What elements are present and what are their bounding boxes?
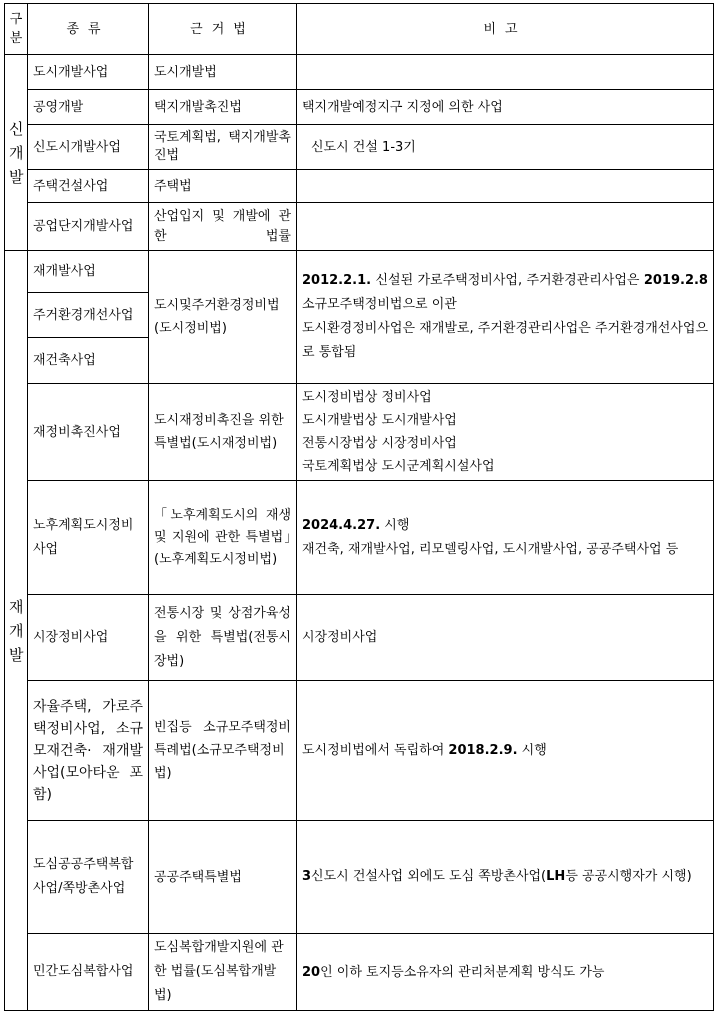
kind-cell: 주거환경개선사업	[28, 293, 149, 338]
note-number: 20	[302, 964, 321, 980]
note-date: 2018.2.9.	[448, 743, 518, 758]
table-row	[5, 251, 714, 293]
table-row	[5, 203, 714, 251]
note-text: 인 이하 토지등소유자의 관리처분계획 방식도 가능	[320, 964, 605, 980]
table-row	[5, 595, 714, 681]
law-cell: 공공주택특별법	[149, 821, 297, 934]
header-kind: 종류	[28, 4, 149, 55]
note-text: 신설된 가로주택정비사업, 주거환경관리사업은	[375, 273, 640, 288]
header-note: 비고	[297, 4, 714, 55]
note-line: 도시개발법상 도시개발사업	[302, 413, 457, 428]
law-cell: 전통시장 및 상점가육성을 위한 특별법(전통시장법)	[149, 595, 297, 681]
law-cell: 주택법	[149, 170, 297, 203]
table-row	[5, 681, 714, 821]
note-text: 시행	[384, 517, 410, 533]
note-text: 재건축, 재개발사업, 리모델링사업, 도시개발사업, 공공주택사업 등	[302, 541, 679, 557]
note-text: 신도시 건설사업 외에도 도심 쪽방촌사업(	[311, 869, 547, 884]
note-number: 3	[302, 869, 312, 884]
note-cell: 신도시 건설 1-3기	[297, 125, 714, 170]
note-cell	[297, 821, 714, 934]
kind-cell: 도심공공주택복합사업/쪽방촌사업	[28, 821, 149, 934]
note-text: 등 공공시행자가 시행)	[565, 869, 692, 884]
law-cell: 도시재정비촉진을 위한 특별법(도시재정비법)	[149, 384, 297, 481]
law-cell: 「노후계획도시의 재생 및 지원에 관한 특별법」(노후계획도시정비법)	[149, 481, 297, 595]
group-redevelopment	[5, 251, 28, 1011]
kind-cell: 민간도심복합사업	[28, 934, 149, 1011]
table-row	[5, 821, 714, 934]
note-date: 2024.4.27.	[302, 517, 381, 533]
note-date: 2012.2.1.	[302, 273, 372, 288]
kind-cell: 재건축사업	[28, 338, 149, 384]
law-cell: 택지개발촉진법	[149, 90, 297, 125]
note-cell	[297, 481, 714, 595]
note-text: 시행	[521, 743, 547, 758]
note-text: 도시정비법에서 독립하여	[302, 743, 445, 758]
note-cell	[297, 203, 714, 251]
group-new-development	[5, 55, 28, 251]
note-line: 전통시장법상 시장정비사업	[302, 436, 457, 451]
kind-cell: 시장정비사업	[28, 595, 149, 681]
kind-cell: 주택건설사업	[28, 170, 149, 203]
kind-cell: 노후계획도시정비사업	[28, 481, 149, 595]
table-row	[5, 90, 714, 125]
header-law: 근거법	[149, 4, 297, 55]
law-cell: 빈집등 소규모주택정비특례법(소규모주택정비법)	[149, 681, 297, 821]
law-cell: 도시및주거환경정비법(도시정비법)	[149, 251, 297, 384]
note-date: 2019.2.8	[643, 273, 708, 288]
group-label: 재개발	[9, 597, 24, 664]
note-text: 소규모주택정비법으로 이관	[302, 297, 457, 312]
law-cell: 도심복합개발지원에 관한 법률(도심복합개발법)	[149, 934, 297, 1011]
kind-cell: 도시개발사업	[28, 55, 149, 90]
note-cell	[297, 251, 714, 384]
note-cell	[297, 384, 714, 481]
table-row	[5, 125, 714, 170]
header-row	[5, 4, 714, 55]
note-cell: 택지개발예정지구 지정에 의한 사업	[297, 90, 714, 125]
note-cell	[297, 934, 714, 1011]
table-row	[5, 55, 714, 90]
kind-cell: 신도시개발사업	[28, 125, 149, 170]
kind-cell: 자율주택, 가로주택정비사업, 소규모재건축· 재개발사업(모아타운 포함)	[28, 681, 149, 821]
note-line: 도시정비법상 정비사업	[302, 390, 432, 405]
classification-table	[4, 3, 714, 1011]
kind-cell: 재정비촉진사업	[28, 384, 149, 481]
note-cell	[297, 55, 714, 90]
table-row	[5, 384, 714, 481]
note-line: 국토계획법상 도시군계획시설사업	[302, 459, 495, 474]
kind-cell: 공영개발	[28, 90, 149, 125]
kind-cell: 재개발사업	[28, 251, 149, 293]
law-cell: 국토계획법, 택지개발촉진법	[149, 125, 297, 170]
group-label: 신개발	[9, 119, 24, 186]
table-row	[5, 934, 714, 1011]
kind-cell: 공업단지개발사업	[28, 203, 149, 251]
note-cell: 시장정비사업	[297, 595, 714, 681]
header-category: 구분	[5, 4, 28, 55]
note-text: 도시환경정비사업은 재개발로, 주거환경관리사업은 주거환경개선사업으로 통합됨	[302, 321, 708, 360]
note-cell	[297, 170, 714, 203]
table-row	[5, 481, 714, 595]
law-cell: 도시개발법	[149, 55, 297, 90]
table-row	[5, 170, 714, 203]
note-org: LH	[546, 869, 566, 884]
law-cell: 산업입지 및 개발에 관한 법률	[149, 203, 297, 251]
note-cell	[297, 681, 714, 821]
